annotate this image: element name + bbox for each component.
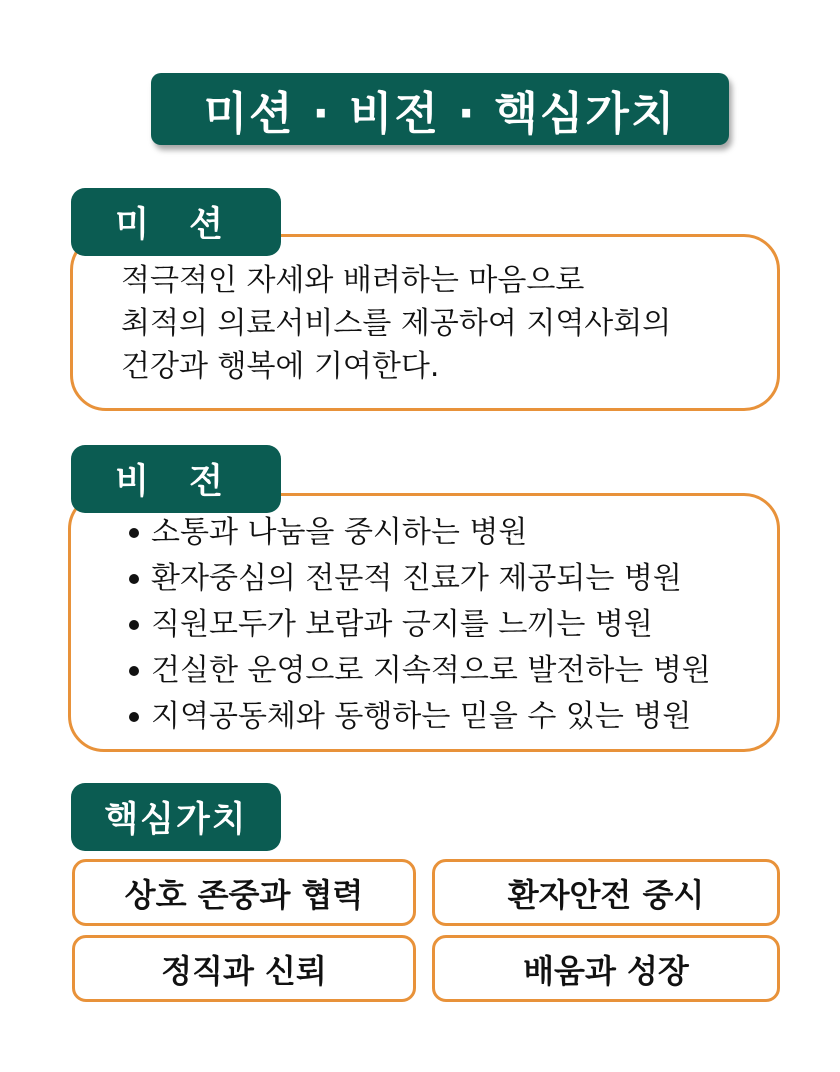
vision-item-text: 지역공동체와 동행하는 믿을 수 있는 병원 <box>151 699 692 734</box>
vision-label: 비 전 <box>71 445 281 513</box>
vision-item <box>129 694 777 740</box>
mission-box <box>70 234 780 411</box>
vision-item <box>129 602 777 648</box>
vision-box <box>68 493 780 752</box>
bullet-icon <box>129 620 139 630</box>
mission-line: 적극적인 자세와 배려하는 마음으로 <box>121 263 585 298</box>
bullet-icon <box>129 712 139 722</box>
vision-item-text: 직원모두가 보람과 긍지를 느끼는 병원 <box>151 607 653 642</box>
mission-label: 미 션 <box>71 188 281 256</box>
mission-line: 최적의 의료서비스를 제공하여 지역사회의 <box>121 306 672 341</box>
vision-list <box>129 510 777 740</box>
vision-item <box>129 556 777 602</box>
core-value-patient-safety: 환자안전 중시 <box>432 859 780 926</box>
mission-line: 건강과 행복에 기여한다. <box>121 349 440 384</box>
vision-item <box>129 648 777 694</box>
vision-item <box>129 510 777 556</box>
core-value-integrity: 정직과 신뢰 <box>72 935 416 1002</box>
core-value-mutual-respect: 상호 존중과 협력 <box>72 859 416 926</box>
mission-statement <box>121 259 777 388</box>
bullet-icon <box>129 528 139 538</box>
bullet-icon <box>129 666 139 676</box>
core-value-growth: 배움과 성장 <box>432 935 780 1002</box>
bullet-icon <box>129 574 139 584</box>
vision-item-text: 환자중심의 전문적 진료가 제공되는 병원 <box>151 561 682 596</box>
page-title: 미션 · 비전 · 핵심가치 <box>151 73 729 145</box>
core-values-label: 핵심가치 <box>71 783 281 851</box>
vision-item-text: 소통과 나눔을 중시하는 병원 <box>151 515 528 550</box>
vision-item-text: 건실한 운영으로 지속적으로 발전하는 병원 <box>151 653 711 688</box>
